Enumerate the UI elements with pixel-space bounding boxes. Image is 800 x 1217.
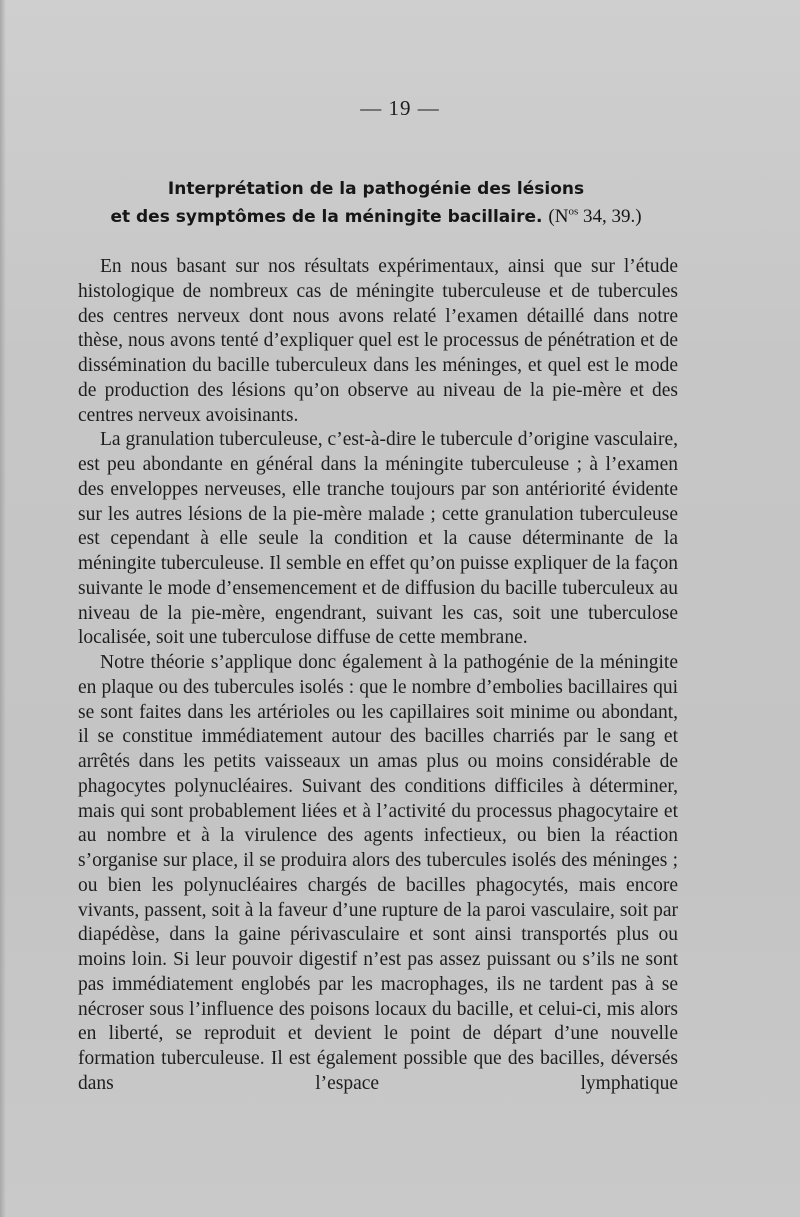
page-number: — 19 — (360, 96, 440, 120)
paragraph-3: Notre théorie s’applique donc également à la pathogénie de la méningite en plaque ou des tubercules isolés : que le nombre d’embolies bacillaires qui se sont faites dans les artérioles ou les capillaires soit minime ou abondant, il se constitue immédiatement autour des bacilles charriés par le sang et arrêtés dans les petits vaisseaux un amas plus ou moins considérable de phagocytes polynucléaires. Suivant des conditions difficiles à déterminer, mais qui sont probablement liées et à l’activité du processus phagocytaire et au nombre et à la virulence des agents infectieux, ou bien la réaction s’organise sur place, il se produira alors des tubercules isolés des méninges ; ou bien les polynucléaires chargés de bacilles phagocytés, mais encore vivants, passent, soit à la faveur d’une rupture de la paroi vasculaire, soit par diapédèse, dans la gaine périvasculaire et sont ainsi transportés plus ou moins loin. Si leur pouvoir digestif n’est pas assez puissant ou s’ils ne sont pas immédiatement englobés par les macrophages, ils ne tardent pas à se nécroser sous l’influence des poisons locaux du bacille, et celui-ci, mis alors en liberté, se reproduit et devient le point de départ d’une nouvelle formation tuberculeuse. Il est également possible que des bacilles, déversés dans l’espace lymphatique (78, 652, 678, 1094)
heading-reference-superscript: os (568, 205, 579, 218)
heading-line-2 (76, 203, 676, 231)
body-text (78, 255, 678, 1097)
paragraph-1: En nous basant sur nos résultats expérimentaux, ainsi que sur l’étude histologique de nombreux cas de méningite tuberculeuse et de tubercules des centres nerveux dont nous avons relaté l’examen détaillé dans notre thèse, nous avons tenté d’expliquer quel est le processus de pénétration et de dissémination du bacille tuberculeux dans les méninges, et quel est le mode de production des lésions qu’on observe au niveau de la pie-mère et des centres nerveux avoisinants. (78, 256, 678, 426)
heading-reference-prefix: (N (548, 206, 569, 227)
heading-reference-suffix: 34, 39.) (578, 206, 642, 227)
heading-line-2-text: et des symptômes de la méningite bacillaire. (110, 207, 543, 227)
heading-reference (548, 206, 641, 227)
heading-line-1: Interprétation de la pathogénie des lésions (167, 179, 585, 199)
paragraph-2: La granulation tuberculeuse, c’est-à-dire le tubercule d’origine vasculaire, est peu abondante en général dans la méningite tuberculeuse ; à l’examen des enveloppes nerveuses, elle tranche toujours par son antériorité évidente sur les autres lésions de la pie-mère malade ; cette granulation tuberculeuse est cependant à elle seule la condition et la cause déterminante de la méningite tuberculeuse. Il semble en effet qu’on puisse expliquer de la façon suivante le mode d’ensemencement et de diffusion du bacille tuberculeux au niveau de la pie-mère, engendrant, suivant les cas, soit une tuberculose localisée, soit une tuberculose diffuse de cette membrane. (78, 429, 678, 649)
section-heading (76, 175, 676, 231)
